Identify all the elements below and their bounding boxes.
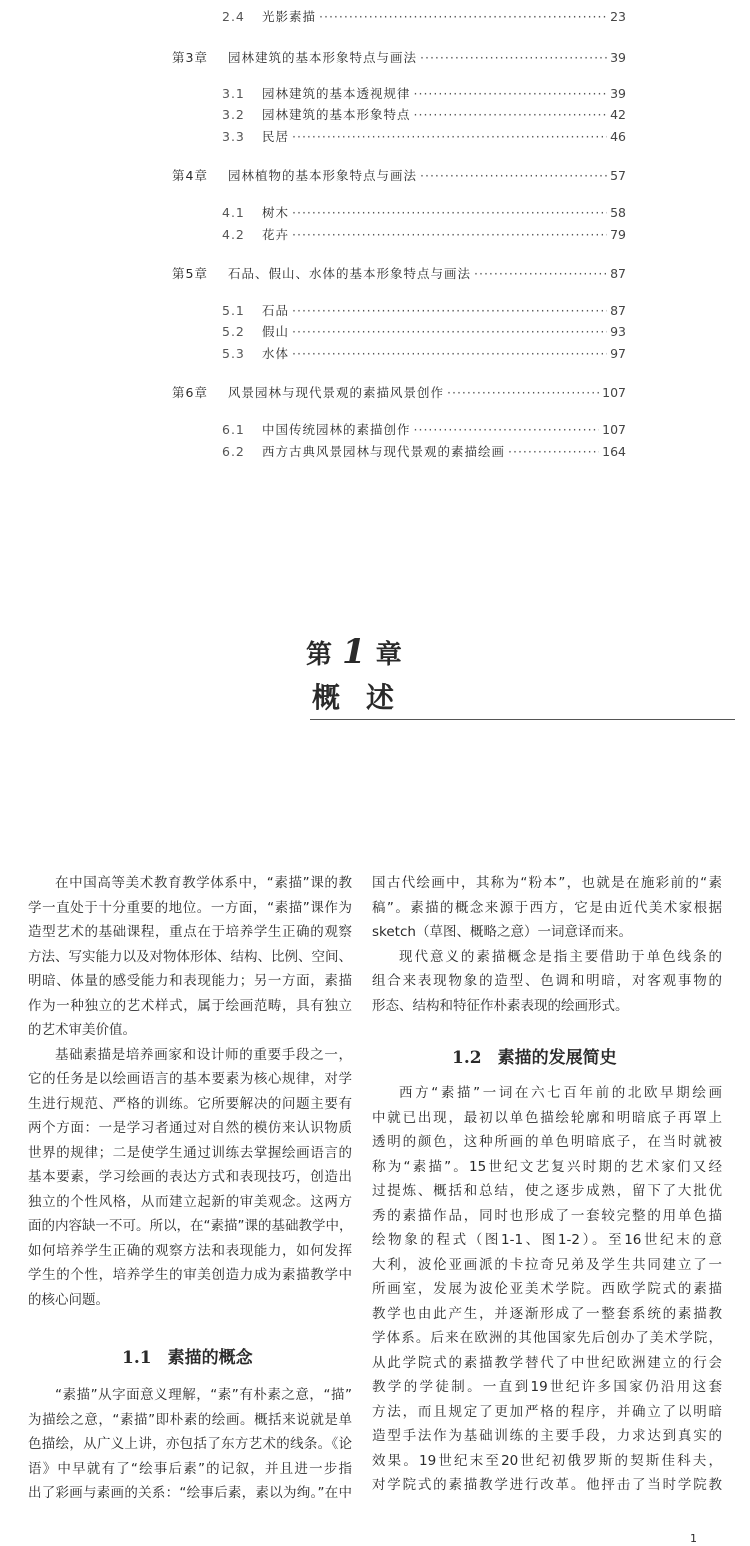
text-line: 明暗、体量的感受能力和表现能力；另一方面，素描 <box>28 973 352 989</box>
text-line: 绘物象的程式（图1-1、图1-2）。至16世纪末的意 <box>372 1232 722 1248</box>
text-line: 对学院式的素描教学进行改革。他抨击了当时学院教 <box>372 1477 722 1493</box>
toc-leader-dots <box>292 227 607 242</box>
toc-page-number: 87 <box>610 303 626 318</box>
toc-leader-dots <box>447 385 599 400</box>
toc-page-number: 42 <box>610 107 626 122</box>
toc-page-number: 39 <box>610 50 626 65</box>
toc-chapter-entry[interactable] <box>172 48 626 66</box>
toc-chapter-entry[interactable] <box>172 383 626 401</box>
toc-title: 园林建筑的基本形象特点 <box>262 107 411 122</box>
text-line: 现代意义的素描概念是指主要借助于单色线条的 <box>399 948 722 965</box>
section-heading-1-1 <box>122 1343 253 1368</box>
body-column-left-top <box>28 871 352 1312</box>
text-line: 出了彩画与素画的关系：“绘事后素，素以为绚。”在中 <box>28 1485 352 1501</box>
text-line: 学体系。后来在欧洲的其他国家先后创办了美术学院， <box>372 1330 722 1346</box>
text-line: 所画室，发展为波伦亚美术学院。西欧学院式的素描 <box>372 1281 722 1297</box>
toc-title: 风景园林与现代景观的素描风景创作 <box>228 385 445 400</box>
toc-page-number: 79 <box>610 227 626 242</box>
text-line: 它的任务是以绘画语言的基本要素为核心规律，对学 <box>28 1071 352 1087</box>
chapter-label <box>306 632 404 672</box>
toc-title: 中国传统园林的素描创作 <box>262 422 411 437</box>
chapter-prefix: 第 <box>306 640 335 670</box>
toc-title: 花卉 <box>262 227 290 242</box>
toc-page-number: 164 <box>602 444 626 459</box>
toc-number: 3.3 <box>222 129 245 144</box>
text-line: 教学也由此产生，并逐渐形成了一整套系统的素描教 <box>372 1305 722 1322</box>
toc-section-entry[interactable] <box>222 105 626 123</box>
body-column-left-bottom <box>28 1383 352 1506</box>
text-line: 学生的个性，培养学生的审美创造力成为素描教学中 <box>28 1267 352 1283</box>
toc-number: 3.2 <box>222 107 245 122</box>
toc-section-entry[interactable] <box>222 322 626 340</box>
toc-page-number: 57 <box>610 168 626 183</box>
text-line: 方法，而且规定了更加严格的程序，并确立了以明暗 <box>372 1403 722 1420</box>
text-line: 为描绘之意，“素描”即朴素的绘画。概括来说就是单 <box>28 1411 352 1428</box>
text-line: 两个方面：一是学习者通过对自然的模仿来认识物质 <box>28 1120 352 1136</box>
toc-title: 西方古典风景园林与现代景观的素描绘画 <box>262 444 506 459</box>
text-line: 国古代绘画中，其称为“粉本”，也就是在施彩前的“素 <box>372 875 722 891</box>
toc-title: 光影素描 <box>262 9 317 24</box>
text-line: 从此学院式的素描教学替代了中世纪欧洲建立的行会 <box>372 1354 722 1371</box>
text-line: 语》中早就有了“绘事后素”的记叙，并且进一步指 <box>28 1460 352 1477</box>
text-line: 中就已出现，最初以单色描绘轮廓和明暗底子再罩上 <box>372 1109 722 1126</box>
page-number: 1 <box>690 1532 697 1545</box>
toc-leader-dots <box>292 346 607 361</box>
toc-leader-dots <box>292 129 607 144</box>
body-column-right-bottom <box>372 1081 722 1498</box>
text-line: 效果。19世纪末至20世纪初俄罗斯的契斯佳科夫， <box>372 1452 722 1469</box>
toc-page-number: 46 <box>610 129 626 144</box>
toc-leader-dots <box>474 266 607 281</box>
text-line: 色描绘，从广义上讲，亦包括了东方艺术的线条。《论 <box>28 1436 352 1452</box>
text-line: 称为“素描”。15世纪文艺复兴时期的艺术家们又经 <box>372 1158 722 1175</box>
toc-section-entry[interactable] <box>222 301 626 319</box>
toc-number: 第3章 <box>172 50 208 65</box>
toc-page-number: 87 <box>610 266 626 281</box>
toc-leader-dots <box>508 444 599 459</box>
text-line: 基本要素，学习绘画的表达方式和表现技巧，创造出 <box>28 1169 352 1185</box>
toc-title: 园林植物的基本形象特点与画法 <box>228 168 418 183</box>
toc-leader-dots <box>420 168 607 183</box>
body-column-right-top <box>372 871 722 1018</box>
toc-title: 假山 <box>262 324 290 339</box>
text-line: 组合来表现物象的造型、色调和明暗，对客观事物的 <box>372 973 722 989</box>
toc-page-number: 97 <box>610 346 626 361</box>
text-line: 形态、结构和特征作朴素表现的绘画形式。 <box>372 997 629 1014</box>
text-line: 透明的颜色，这种所画的单色明暗底子，在当时就被 <box>372 1134 722 1150</box>
toc-number: 第4章 <box>172 168 208 183</box>
toc-leader-dots <box>292 205 607 220</box>
toc-section-entry[interactable] <box>222 84 626 102</box>
section-title: 素描的发展简史 <box>497 1048 617 1068</box>
toc-number: 5.1 <box>222 303 245 318</box>
toc-leader-dots <box>420 50 607 65</box>
toc-number: 6.2 <box>222 444 245 459</box>
toc-page-number: 93 <box>610 324 626 339</box>
text-line: 作为一种独立的艺术样式，属于绘画范畴，具有独立 <box>28 997 352 1014</box>
toc-chapter-entry[interactable] <box>172 166 626 184</box>
chapter-suffix: 章 <box>375 640 404 670</box>
toc-number: 4.2 <box>222 227 245 242</box>
text-line: 如何培养学生正确的观察方法和表现能力，如何发挥 <box>28 1242 352 1259</box>
toc-section-entry[interactable] <box>222 203 626 221</box>
toc-page-number: 107 <box>602 422 626 437</box>
text-line: 世界的规律；二是使学生通过训练去掌握绘画语言的 <box>28 1144 352 1161</box>
section-title: 素描的概念 <box>167 1348 253 1368</box>
section-heading-1-2 <box>452 1043 617 1068</box>
text-line: 西方“素描”一词在六七百年前的北欧早期绘画 <box>399 1085 722 1101</box>
section-number: 1.1 <box>122 1348 152 1368</box>
toc-leader-dots <box>292 303 607 318</box>
toc-number: 第6章 <box>172 385 208 400</box>
toc-title: 石品 <box>262 303 290 318</box>
text-line: 学一直处于十分重要的地位。一方面，“素描”课作为 <box>28 899 352 916</box>
text-line: 的艺术审美价值。 <box>28 1022 136 1038</box>
toc-page-number: 23 <box>610 9 626 24</box>
toc-page-number: 58 <box>610 205 626 220</box>
toc-title: 园林建筑的基本形象特点与画法 <box>228 50 418 65</box>
toc-section-entry[interactable] <box>222 442 626 460</box>
text-line: 方法、写实能力以及对物体形体、结构、比例、空间、 <box>28 948 352 965</box>
toc-section-entry[interactable] <box>222 127 626 145</box>
toc-title: 园林建筑的基本透视规律 <box>262 86 411 101</box>
text-line: 在中国高等美术教育教学体系中，“素描”课的教 <box>55 875 352 891</box>
toc-number: 4.1 <box>222 205 245 220</box>
toc-number: 5.3 <box>222 346 245 361</box>
text-line: sketch（草图、概略之意）一词意译而来。 <box>372 924 632 940</box>
text-line: “素描”从字面意义理解，“素”有朴素之意，“描” <box>55 1387 352 1403</box>
text-line: 造型艺术的基础课程，重点在于培养学生正确的观察 <box>28 924 352 940</box>
toc-title: 水体 <box>262 346 290 361</box>
toc-leader-dots <box>414 107 608 122</box>
toc-number: 2.4 <box>222 9 245 24</box>
text-line: 面的内容缺一不可。所以，在“素描”课的基础教学中， <box>28 1218 352 1234</box>
text-line: 的核心问题。 <box>28 1291 109 1308</box>
text-line: 生进行规范、严格的训练。它所要解决的问题主要有 <box>28 1095 352 1112</box>
toc-page-number: 107 <box>602 385 626 400</box>
text-line: 基础素描是培养画家和设计师的重要手段之一， <box>55 1046 352 1063</box>
text-line: 过提炼、概括和总结，使之逐步成熟，留下了大批优 <box>372 1183 722 1199</box>
toc-number: 6.1 <box>222 422 245 437</box>
toc-title: 民居 <box>262 129 290 144</box>
text-line: 稿”。素描的概念来源于西方，它是由近代美术家根据 <box>372 899 722 916</box>
chapter-divider <box>310 719 735 720</box>
toc-leader-dots <box>414 422 600 437</box>
text-line: 独立的个性风格，从而建立起新的审美观念。这两方 <box>28 1193 352 1210</box>
toc-number: 第5章 <box>172 266 208 281</box>
toc-leader-dots <box>319 9 607 24</box>
toc-leader-dots <box>292 324 607 339</box>
toc-page-number: 39 <box>610 86 626 101</box>
toc-leader-dots <box>414 86 608 101</box>
text-line: 秀的素描作品，同时也形成了一套较完整的用单色描 <box>372 1207 722 1224</box>
toc-number: 5.2 <box>222 324 245 339</box>
chapter-number: 1 <box>342 632 368 672</box>
toc-section-entry[interactable] <box>222 344 626 362</box>
toc-title: 石品、假山、水体的基本形象特点与画法 <box>228 266 472 281</box>
toc-section-entry[interactable] <box>222 225 626 243</box>
toc-number: 3.1 <box>222 86 245 101</box>
text-line: 造型手法作为基础训练的主要手段，力求达到真实的 <box>372 1428 722 1444</box>
section-number: 1.2 <box>452 1048 482 1068</box>
toc-section-entry[interactable] <box>222 420 626 438</box>
text-line: 大利，波伦亚画派的卡拉奇兄弟及学生共同建立了一 <box>372 1256 722 1273</box>
text-line: 教学的学徒制。一直到19世纪许多国家仍沿用这套 <box>372 1379 722 1395</box>
toc-title: 树木 <box>262 205 290 220</box>
toc-chapter-entry[interactable] <box>172 264 626 282</box>
toc-section-entry[interactable] <box>222 7 626 25</box>
chapter-title: 概述 <box>312 681 421 714</box>
